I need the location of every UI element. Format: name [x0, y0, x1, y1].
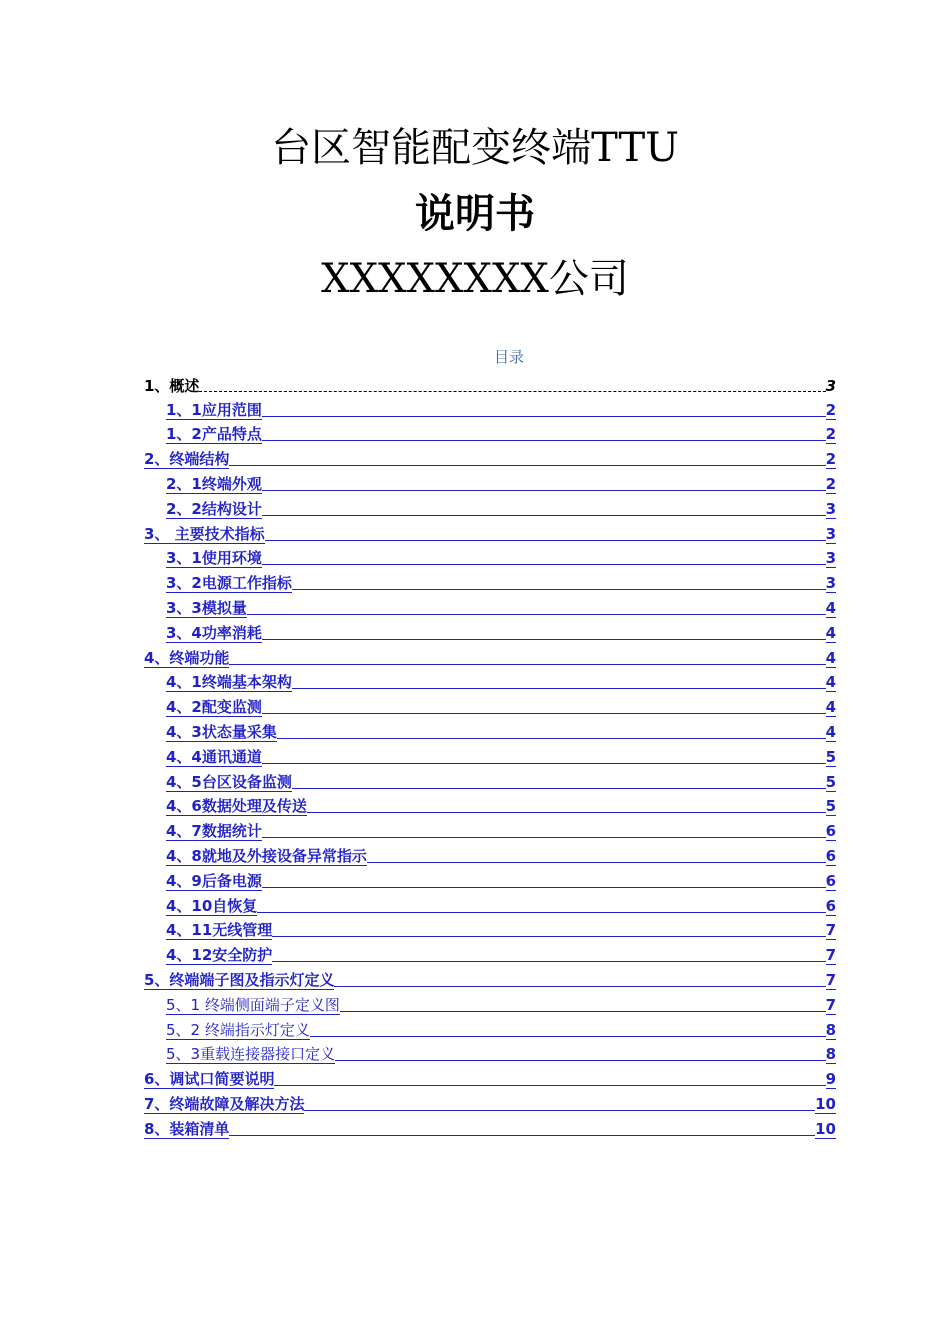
toc-entry[interactable] — [144, 568, 836, 593]
toc-entry[interactable] — [144, 816, 836, 841]
toc-entry-page-number: 5 — [825, 772, 836, 791]
toc-entry[interactable] — [144, 1089, 836, 1114]
toc-entry-label: 4、8就地及外接设备异常指示 — [166, 846, 367, 865]
toc-entry-label: 4、2配变监测 — [166, 698, 262, 717]
toc-entry-page-number: 5 — [825, 797, 836, 816]
toc-entry[interactable] — [144, 544, 836, 569]
toc-entry-page-number: 3 — [825, 524, 836, 543]
toc-entry-page-number: 4 — [825, 623, 836, 642]
toc-entry[interactable] — [144, 1114, 836, 1139]
toc-entry-page-number: 4 — [825, 673, 836, 692]
toc-leader-line — [262, 416, 826, 417]
toc-leader-line — [334, 986, 825, 987]
toc-entry-page-number: 10 — [815, 1094, 836, 1113]
toc-leader-line — [262, 515, 826, 516]
toc-entry-label: 4、7数据统计 — [166, 822, 262, 841]
toc-leader-line — [277, 738, 826, 739]
toc-entry-label: 4、9后备电源 — [166, 871, 262, 890]
toc-entry[interactable] — [144, 1015, 836, 1040]
toc-entry-page-number: 3 — [825, 549, 836, 568]
toc-entry[interactable] — [144, 965, 836, 990]
toc-entry[interactable] — [144, 891, 836, 916]
toc-leader-line — [262, 763, 826, 764]
toc-entry-page-number: 3 — [825, 499, 836, 518]
document-subtitle: 说明书 — [415, 190, 535, 237]
toc-entry[interactable] — [144, 593, 836, 618]
toc-entry-page-number: 2 — [825, 474, 836, 493]
toc-entry-label: 3、 主要技术指标 — [144, 524, 265, 543]
toc-entry-page-number: 3 — [825, 376, 836, 395]
toc-entry-page-number: 4 — [825, 722, 836, 741]
toc-leader-line — [262, 490, 826, 491]
toc-entry-label: 1、概述 — [144, 376, 200, 395]
toc-entry[interactable] — [144, 444, 836, 469]
toc-leader-line — [310, 1036, 826, 1037]
toc-entry-label: 4、4通讯通道 — [166, 747, 262, 766]
toc-leader-line — [262, 837, 826, 838]
toc-entry-label: 5、3重载连接器接口定义 — [166, 1045, 336, 1064]
toc-entry-page-number: 6 — [825, 822, 836, 841]
toc-entry-label: 2、1终端外观 — [166, 474, 262, 493]
toc-entry-label: 3、1使用环境 — [166, 549, 262, 568]
toc-entry-label: 4、终端功能 — [144, 648, 230, 667]
toc-entry-label: 4、6数据处理及传送 — [166, 797, 307, 816]
toc-leader-line — [262, 713, 826, 714]
toc-entry-page-number: 6 — [825, 896, 836, 915]
toc-entry-page-number: 6 — [825, 871, 836, 890]
toc-leader-line — [229, 1135, 815, 1136]
toc-entry[interactable] — [144, 519, 836, 544]
toc-leader-line — [292, 788, 826, 789]
toc-entry-page-number: 4 — [825, 648, 836, 667]
toc-entry-label: 8、装箱清单 — [144, 1119, 230, 1138]
toc-entry[interactable] — [144, 742, 836, 767]
toc-entry-label: 1、1应用范围 — [166, 400, 262, 419]
toc-leader-line — [262, 440, 826, 441]
toc-entry-label: 4、10自恢复 — [166, 896, 258, 915]
toc-entry[interactable] — [144, 643, 836, 668]
table-of-contents — [144, 370, 836, 1139]
toc-entry-label: 2、2结构设计 — [166, 499, 262, 518]
toc-entry-label: 6、调试口简要说明 — [144, 1070, 275, 1089]
toc-entry[interactable] — [144, 692, 836, 717]
toc-leader-line — [247, 614, 826, 615]
toc-entry[interactable] — [144, 668, 836, 693]
toc-leader-line — [292, 589, 826, 590]
toc-entry[interactable] — [144, 1064, 836, 1089]
toc-entry-page-number: 10 — [815, 1119, 836, 1138]
toc-entry-page-number: 8 — [825, 1020, 836, 1039]
toc-entry-page-number: 9 — [825, 1070, 836, 1089]
toc-entry-label: 3、3模拟量 — [166, 598, 247, 617]
toc-entry[interactable] — [144, 767, 836, 792]
toc-entry[interactable] — [144, 717, 836, 742]
toc-entry-label: 7、终端故障及解决方法 — [144, 1094, 305, 1113]
toc-entry-page-number: 5 — [825, 747, 836, 766]
toc-leader-line — [292, 688, 826, 689]
toc-entry[interactable] — [144, 395, 836, 420]
toc-leader-line — [307, 812, 826, 813]
toc-entry[interactable] — [144, 494, 836, 519]
toc-leader-line — [304, 1110, 815, 1111]
toc-entry[interactable] — [144, 420, 836, 445]
toc-entry[interactable] — [144, 370, 836, 395]
company-name: XXXXXXXX公司 — [321, 256, 629, 302]
toc-leader-line — [340, 1011, 826, 1012]
toc-entry-label: 5、2 终端指示灯定义 — [166, 1020, 310, 1039]
toc-entry-label: 4、3状态量采集 — [166, 722, 277, 741]
toc-entry[interactable] — [144, 841, 836, 866]
toc-entry[interactable] — [144, 792, 836, 817]
toc-leader-line — [272, 936, 825, 937]
toc-entry-label: 5、1 终端侧面端子定义图 — [166, 995, 340, 1014]
toc-leader-line — [199, 391, 825, 392]
toc-leader-line — [335, 1060, 825, 1061]
toc-entry-label: 4、1终端基本架构 — [166, 673, 292, 692]
document-title: 台区智能配变终端TTU — [271, 125, 679, 171]
toc-entry-page-number: 2 — [825, 450, 836, 469]
toc-entry-page-number: 7 — [825, 970, 836, 989]
toc-heading: 目录 — [493, 348, 524, 366]
toc-entry-label: 1、2产品特点 — [166, 425, 262, 444]
toc-entry-label: 4、11无线管理 — [166, 921, 273, 940]
toc-leader-line — [274, 1085, 825, 1086]
toc-entry[interactable] — [144, 618, 836, 643]
toc-entry[interactable] — [144, 1040, 836, 1065]
toc-entry-label: 3、2电源工作指标 — [166, 574, 292, 593]
toc-entry[interactable] — [144, 940, 836, 965]
toc-entry-page-number: 3 — [825, 574, 836, 593]
toc-leader-line — [367, 862, 826, 863]
toc-entry-page-number: 2 — [825, 425, 836, 444]
toc-entry-label: 3、4功率消耗 — [166, 623, 262, 642]
toc-leader-line — [262, 887, 826, 888]
toc-entry-label: 2、终端结构 — [144, 450, 230, 469]
toc-leader-line — [229, 664, 825, 665]
toc-entry-page-number: 8 — [825, 1045, 836, 1064]
toc-entry-label: 4、12安全防护 — [166, 946, 273, 965]
toc-leader-line — [257, 912, 825, 913]
toc-entry[interactable] — [144, 916, 836, 941]
toc-entry[interactable] — [144, 990, 836, 1015]
toc-entry-page-number: 4 — [825, 598, 836, 617]
toc-entry-page-number: 4 — [825, 698, 836, 717]
toc-entry-label: 5、终端端子图及指示灯定义 — [144, 970, 335, 989]
toc-entry[interactable] — [144, 469, 836, 494]
toc-entry-page-number: 7 — [825, 946, 836, 965]
toc-entry-label: 4、5台区设备监测 — [166, 772, 292, 791]
toc-entry-page-number: 2 — [825, 400, 836, 419]
toc-leader-line — [262, 639, 826, 640]
toc-leader-line — [265, 540, 826, 541]
toc-entry[interactable] — [144, 866, 836, 891]
toc-leader-line — [272, 961, 825, 962]
toc-entry-page-number: 6 — [825, 846, 836, 865]
toc-entry-page-number: 7 — [825, 921, 836, 940]
toc-entry-page-number: 7 — [825, 995, 836, 1014]
toc-leader-line — [229, 465, 825, 466]
toc-leader-line — [262, 564, 826, 565]
